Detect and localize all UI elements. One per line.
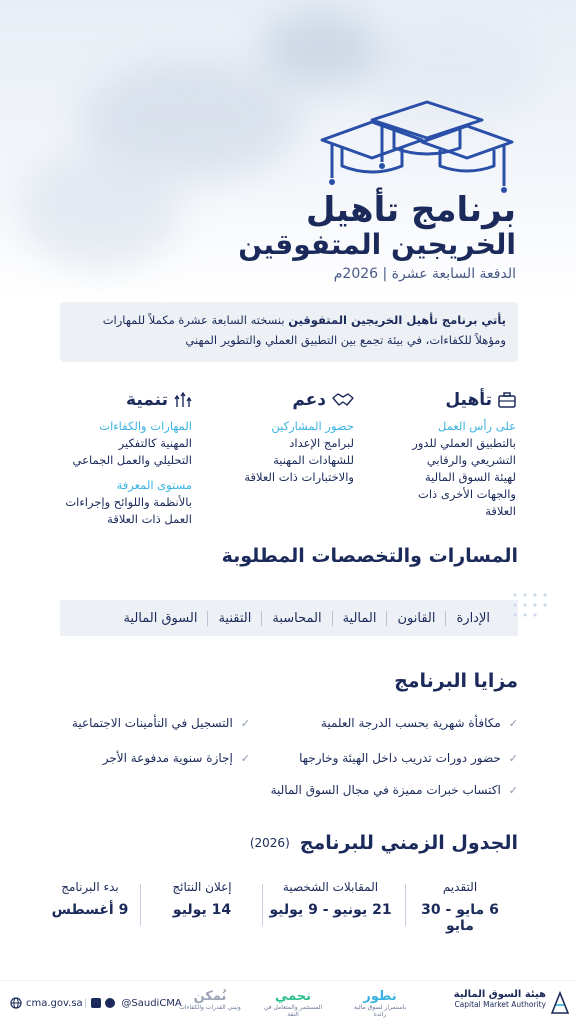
slogan-protect xyxy=(258,989,328,1018)
divider xyxy=(140,884,141,926)
pillar-line: والجهات الأخرى ذات xyxy=(418,487,516,501)
pillar-body-support xyxy=(214,418,354,486)
benefits-section-title: مزايا البرنامج xyxy=(394,670,518,692)
track-item: السوق المالية xyxy=(123,610,198,626)
pillar-support xyxy=(214,390,354,486)
check-icon: ✓ xyxy=(508,716,518,730)
cohort-subtitle: الدفعة السابعة عشرة | 2026م xyxy=(333,266,516,282)
slogan-title: نطور xyxy=(363,989,397,1004)
benefit-text: حضور دورات تدريب داخل الهيئة وخارجها xyxy=(299,751,501,765)
slogan-empower xyxy=(175,989,245,1011)
pillar-line: المهنية كالتفكير xyxy=(118,436,192,450)
slogan-title: نُمكن xyxy=(193,989,227,1004)
timeline-label: التقديم xyxy=(442,880,478,894)
pillar-line: المهارات والكفاءات xyxy=(99,419,192,433)
pillar-qualification xyxy=(376,390,516,520)
pillar-line: العلاقة xyxy=(485,504,516,518)
timeline-value: 9 أغسطس xyxy=(51,902,129,918)
benefit-item xyxy=(321,716,518,730)
program-title-line2: الخريجين المتفوقين xyxy=(238,228,516,261)
timeline-item-results xyxy=(152,880,252,918)
pillar-line: للشهادات المهنية xyxy=(273,453,354,467)
timeline-label: المقابلات الشخصية xyxy=(282,880,379,894)
check-icon: ✓ xyxy=(240,751,250,765)
slogan-title: نحمي xyxy=(274,989,312,1004)
benefit-item xyxy=(103,751,250,765)
graduation-caps-icon xyxy=(312,100,522,195)
pillar-development xyxy=(52,390,192,528)
pillar-line: لهيئة السوق المالية xyxy=(424,470,516,484)
tracks-list xyxy=(60,600,518,636)
pillar-line: بالأنظمة واللوائح وإجراءات xyxy=(65,495,192,509)
footer xyxy=(0,980,576,1025)
divider xyxy=(405,884,406,926)
timeline-item-interviews xyxy=(268,880,393,918)
pillar-body-development xyxy=(52,418,192,528)
pillar-line: حضور المشاركين xyxy=(271,419,354,433)
tracks-section-title: المسارات والتخصصات المطلوبة xyxy=(221,545,518,567)
track-item: المالية xyxy=(332,611,387,626)
org-name xyxy=(446,989,546,1009)
pillar-line: التحليلي والعمل الجماعي xyxy=(72,453,192,467)
timeline-value: 14 يوليو xyxy=(172,902,232,918)
dots-decoration-icon xyxy=(510,590,560,630)
social-icons xyxy=(91,997,117,1009)
org-name-en: Capital Market Authority xyxy=(454,1000,546,1009)
timeline-section-title: الجدول الزمني للبرنامج xyxy=(299,832,518,854)
handle-text: @SaudiCMA xyxy=(121,997,182,1009)
pillar-line: التشريعي والرقابي xyxy=(426,453,516,467)
handshake-icon xyxy=(332,392,354,408)
growth-arrows-icon xyxy=(174,391,192,409)
slogan-develop xyxy=(350,989,410,1018)
benefit-text: إجازة سنوية مدفوعة الأجر xyxy=(102,751,233,765)
check-icon: ✓ xyxy=(508,783,518,797)
pillar-line: على رأس العمل xyxy=(438,419,516,433)
pillar-line: والاختبارات ذات العلاقة xyxy=(244,470,354,484)
pillar-line: العمل ذات العلاقة xyxy=(107,512,192,526)
timeline-label: بدء البرنامج xyxy=(61,880,119,894)
benefit-text: التسجيل في التأمينات الاجتماعية xyxy=(71,716,233,730)
benefit-item xyxy=(271,783,518,797)
intro-text: بنسخته السابعة عشرة مكملاً للمهارات ومؤهلاً للكفاءات، في بيئة تجمع بين التطبيق العملي والتطوير المهني xyxy=(102,313,506,347)
program-title-line1: برنامج تأهيل xyxy=(305,190,516,230)
intro-bold: يأتي برنامج تأهيل الخريجين المتفوقين xyxy=(288,313,506,327)
globe-icon xyxy=(10,997,22,1009)
pillar-line: لبرامج الإعداد xyxy=(289,436,354,450)
slogan-sub: باستمرار لسوق مالية رائدة xyxy=(353,1004,407,1018)
check-icon: ✓ xyxy=(240,716,250,730)
check-icon: ✓ xyxy=(508,751,518,765)
benefit-text: اكتساب خبرات مميزة في مجال السوق المالية xyxy=(270,783,501,797)
benefit-item xyxy=(299,751,518,765)
timeline-value: 21 يونيو - 9 يوليو xyxy=(269,902,392,918)
timeline-year: (2026) xyxy=(249,836,290,850)
benefit-item xyxy=(72,716,250,730)
cma-logo-icon xyxy=(550,991,570,1015)
track-item: القانون xyxy=(386,611,445,626)
intro-box xyxy=(60,302,518,362)
org-name-ar: هيئة السوق المالية xyxy=(453,989,546,1000)
briefcase-icon xyxy=(498,392,516,408)
pillar-body-qualification xyxy=(376,418,516,520)
pillar-line: بالتطبيق العملي للدور xyxy=(412,436,516,450)
pillar-title-qualification: تأهيل xyxy=(445,390,492,410)
pillar-title-support: دعم xyxy=(292,390,326,410)
timeline-item-start xyxy=(40,880,140,918)
slogan-sub: المستثمر والمتعامل في الثقة xyxy=(263,1004,323,1018)
website-text: cma.gov.sa xyxy=(26,997,83,1009)
timeline-item-apply xyxy=(410,880,510,934)
slogan-sub: ونبني القدرات والكفاءات xyxy=(179,1004,241,1011)
pillar-title-development: تنمية xyxy=(126,390,168,410)
divider xyxy=(262,884,263,926)
timeline-heading xyxy=(250,832,518,854)
social-handle-link[interactable]: | @SaudiCMA xyxy=(84,997,182,1009)
track-item: التقنية xyxy=(207,611,261,626)
benefit-text: مكافأة شهرية بحسب الدرجة العلمية xyxy=(320,716,501,730)
track-item: الإدارة xyxy=(445,611,500,626)
pillar-line: مستوى المعرفة xyxy=(116,478,192,492)
timeline-value: 6 مايو - 30 مايو xyxy=(421,902,499,934)
website-link[interactable] xyxy=(10,997,83,1009)
timeline-label: إعلان النتائج xyxy=(172,880,232,894)
track-item: المحاسبة xyxy=(261,611,331,626)
